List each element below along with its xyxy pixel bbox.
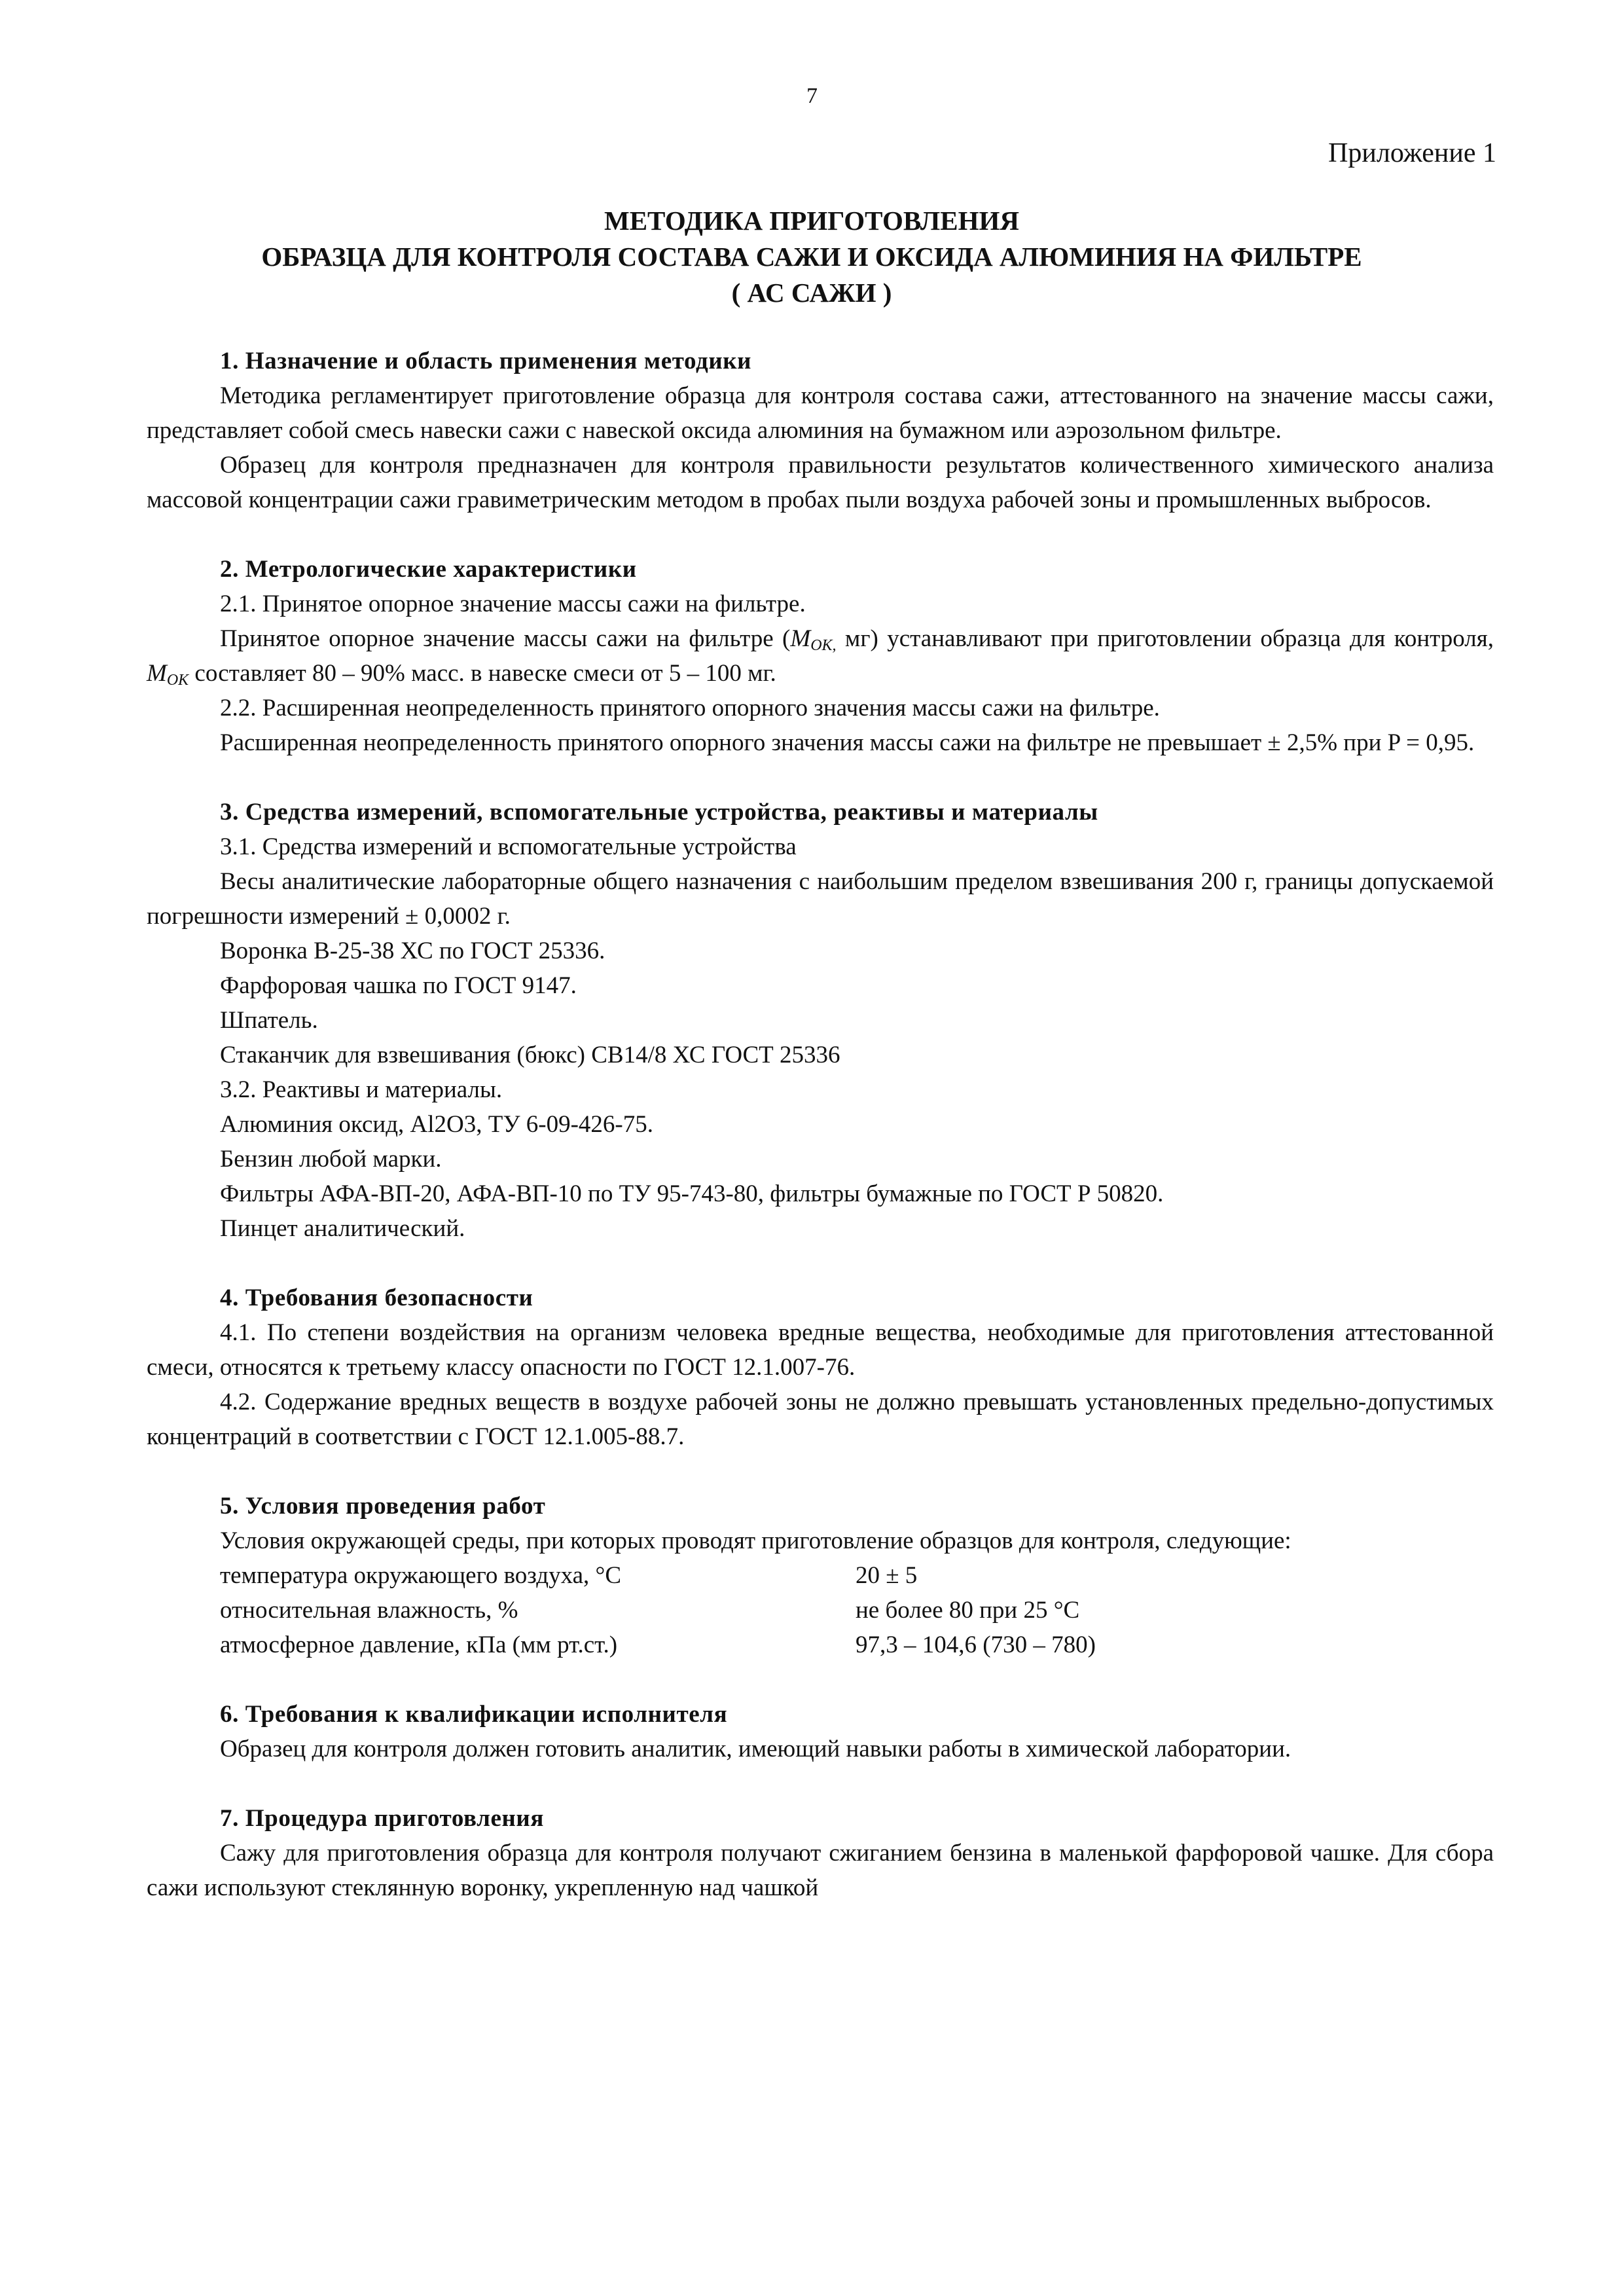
section-heading-6: 6. Требования к квалификации исполнителя [220, 1701, 728, 1728]
document-title [164, 203, 1460, 311]
subsection-2-2: 2.2. Расширенная неопределенность принятого опорного значения массы сажи на фильтре. [220, 695, 1160, 721]
subsection-3-1: 3.1. Средства измерений и вспомогательные устройства [220, 833, 797, 860]
condition-row [147, 1628, 1494, 1662]
list-item: Бензин любой марки. [220, 1146, 442, 1173]
paragraph: Условия окружающей среды, при которых проводят приготовление образцов для контроля, следующие: [220, 1527, 1291, 1554]
paragraph: Образец для контроля должен готовить аналитик, имеющий навыки работы в химической лаборатории. [220, 1736, 1291, 1762]
document-body [147, 344, 1494, 1905]
list-item: Пинцет аналитический. [220, 1215, 465, 1242]
paragraph: Весы аналитические лабораторные общего назначения с наибольшим пределом взвешивания 200 г, границы допускаемой погрешности измерений ± 0,0002 г. [147, 868, 1494, 930]
section-heading-5: 5. Условия проведения работ [220, 1493, 546, 1520]
paragraph-reference-value: Принятое опорное значение массы сажи на фильтре ($M_{OK,}$ мг) устанавливают при приготовлении образца для контроля, $M_{OK}$ составляет 80 – 90% масс. в навеске смеси от 5 – 100 мг. [147, 625, 1494, 689]
title-line-2: ОБРАЗЦА ДЛЯ КОНТРОЛЯ СОСТАВА САЖИ И ОКСИДА АЛЮМИНИЯ НА ФИЛЬТРЕ [261, 242, 1362, 272]
title-line-1: МЕТОДИКА ПРИГОТОВЛЕНИЯ [604, 206, 1019, 236]
list-item: Фильтры АФА-ВП-20, АФА-ВП-10 по ТУ 95-743-80, фильтры бумажные по ГОСТ Р 50820. [220, 1180, 1164, 1207]
section-heading-3: 3. Средства измерений, вспомогательные устройства, реактивы и материалы [220, 799, 1098, 826]
list-item: Стаканчик для взвешивания (бюкс) СВ14/8 ХС ГОСТ 25336 [220, 1042, 840, 1068]
section-heading-2: 2. Метрологические характеристики [220, 556, 637, 583]
paragraph: Сажу для приготовления образца для контроля получают сжиганием бензина в маленькой фарфоровой чашке. Для сбора сажи используют стеклянную воронку, укрепленную над чашкой [147, 1840, 1494, 1901]
section-heading-7: 7. Процедура приготовления [220, 1805, 544, 1832]
list-item: Фарфоровая чашка по ГОСТ 9147. [220, 972, 577, 999]
condition-value: 97,3 – 104,6 (730 – 780) [856, 1631, 1096, 1658]
subsection-2-1: 2.1. Принятое опорное значение массы сажи на фильтре. [220, 591, 806, 617]
paragraph: Расширенная неопределенность принятого опорного значения массы сажи на фильтре не превышает ± 2,5% при P = 0,95. [220, 729, 1475, 756]
condition-label: атмосферное давление, кПа (мм рт.ст.) [220, 1631, 618, 1658]
condition-label: относительная влажность, % [220, 1597, 518, 1624]
section-heading-4: 4. Требования безопасности [220, 1285, 533, 1311]
condition-label: температура окружающего воздуха, °С [220, 1562, 621, 1589]
condition-value: 20 ± 5 [856, 1562, 918, 1589]
condition-row [147, 1558, 1494, 1593]
title-line-3: ( АС САЖИ ) [731, 278, 892, 308]
condition-row [147, 1593, 1494, 1628]
paragraph: 4.1. По степени воздействия на организм человека вредные вещества, необходимые для приготовления аттестованной смеси, относятся к третьему классу опасности по ГОСТ 12.1.007-76. [147, 1319, 1494, 1381]
section-heading-1: 1. Назначение и область применения методики [220, 348, 752, 374]
paragraph: Образец для контроля предназначен для контроля правильности результатов количественного химического анализа массовой концентрации сажи гравиметрическим методом в пробах пыли воздуха рабочей зоны и промышленных выбросов. [147, 452, 1494, 513]
list-item: Воронка В-25-38 ХС по ГОСТ 25336. [220, 938, 605, 964]
list-item: Шпатель. [220, 1007, 318, 1034]
appendix-label: Приложение 1 [1328, 138, 1496, 168]
paragraph: 4.2. Содержание вредных веществ в воздухе рабочей зоны не должно превышать установленных предельно-допустимых концентраций в соответствии с ГОСТ 12.1.005-88.7. [147, 1389, 1494, 1450]
paragraph: Методика регламентирует приготовление образца для контроля состава сажи, аттестованного на значение массы сажи, представляет собой смесь навески сажи с навеской оксида алюминия на бумажном или аэрозольном фильтре. [147, 382, 1494, 444]
list-item: Алюминия оксид, Al2O3, ТУ 6-09-426-75. [220, 1111, 654, 1138]
subsection-3-2: 3.2. Реактивы и материалы. [220, 1076, 503, 1103]
condition-value: не более 80 при 25 °С [856, 1597, 1080, 1624]
page-number: 7 [806, 84, 818, 108]
